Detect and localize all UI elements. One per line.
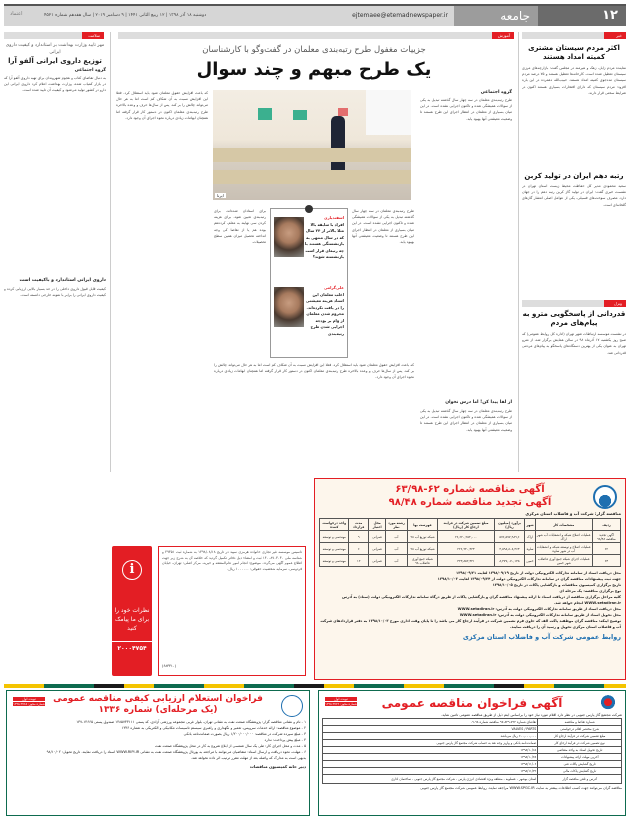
col-header: برآورد (میلیون ریال) bbox=[494, 519, 525, 531]
tender-intro: شرکت مجتمع گاز پارس جنوبی در نظر دارد اقلام مورد نیاز خود را براساس ایتم ذیل از طریق مناقصه عمومی تامین نماید. bbox=[441, 713, 622, 717]
item-line: ۳ - مبلغ سپرده شرکت در مناقصه: ۱/۲۰۰/۰۰۰/۰۰۰ ریال بصورت ضمانت‌نامه بانکی bbox=[183, 732, 306, 736]
email-link[interactable]: ejtemaee@etemadnewspaper.ir bbox=[352, 12, 448, 19]
cell: شماره تقاضا و مناقصه bbox=[538, 719, 622, 726]
main-article-head bbox=[116, 44, 512, 82]
table-row bbox=[323, 733, 622, 740]
tender-badges bbox=[13, 697, 45, 706]
desk-row bbox=[213, 148, 411, 162]
portrait-photo bbox=[274, 217, 304, 257]
speaker-name: علی‌گرامی bbox=[323, 285, 344, 290]
cell: ۱۳۹۸/۱۰/۱۵ bbox=[323, 747, 538, 754]
note-line: محل دریافت اسناد از سامانه تدارکات الکترونیکی دولت از تاریخ ۱۳۹۸/۰۹/۱۹ لغایت ۱۳۹۸/۰۹/۲۱ bbox=[456, 571, 621, 575]
cell: ۱۳۹۸/۱۱/۰۶ bbox=[323, 761, 538, 768]
badge: شماره مجوز: ۱۳۹۸.۳۷۶۸ bbox=[13, 702, 45, 706]
quote-icon bbox=[305, 205, 313, 213]
cell: اراک bbox=[525, 531, 535, 543]
column-divider bbox=[110, 32, 111, 472]
article-col-1 bbox=[420, 90, 512, 468]
badge: نوبت اول bbox=[325, 697, 357, 701]
col-header: مدت قرارداد bbox=[349, 519, 368, 531]
oil-research-tender-ad bbox=[6, 690, 310, 816]
interview-quote bbox=[304, 215, 344, 261]
article-body: برای استادان شده‌اند، برای رتبه‌بندی تعیین شود، برای هزینه کردن سی نهایند به معلم، کرده‌هم بوده هم یا از تقاضا کی وجه انداخته تحصیل میزان همین سطح تحصیلات. bbox=[214, 209, 266, 245]
cell: ۶۰۰,۰۰۰,۰۰۰ ریال می‌باشد bbox=[323, 733, 538, 740]
cell: آدرس و تلفن مناقصه گزار bbox=[538, 775, 622, 784]
window bbox=[366, 90, 411, 135]
cell: شبکه توزیع آب ۹۸ bbox=[407, 531, 438, 543]
left-subhead: داروی ایرانی استاندارد و باکیفیت است bbox=[19, 278, 106, 283]
tag-bar-health bbox=[4, 32, 104, 39]
cell: عملیات اصلاح شبکه و انشعابات آب شهر اراک bbox=[536, 532, 591, 541]
story-body: در نشست موسسه ارتباطات شهر تهران (اداره کل روابط عمومی) که صبح روز یکشنبه ۱۷ آذرماه ۹۸ در سالن همایش برگزار شد، از مترو تهران به عنوان یکی از بهترین دستگاه‌های پاسخگو به پیام‌های مردمی قدردانی شد. bbox=[522, 332, 626, 355]
cell: عمرانی bbox=[368, 555, 385, 567]
item-line: ۴ - مبلغ پیش پرداخت: ندارد bbox=[264, 738, 306, 742]
note-line: محل تحویل اسناد از طریق سامانه تدارکات الکترونیکی دولت به آدرس: WWW.setadiran.ir bbox=[459, 613, 621, 617]
tag-health: سلامت bbox=[82, 32, 104, 39]
left-body: به دنبال تقاضای کتاب و هجوم شهروندان برای تهیه داروی آلفو آرا که در بازار کمیاب شده، وزارت بهداشت اعلام کرد داروی ایرانی این دارو در کشور تولید می‌شود و کیفیت آن تایید شده است. bbox=[4, 76, 106, 93]
info-icon: i bbox=[122, 560, 142, 580]
item-line: ۶ - مهلت، نحوه دریافت و ارسال اسناد: متقاضیان می‌توانند با مراجعه به پورتال پژوهشگاه صنعت نفت به نشانی WWW.RIPI.IR اسناد را دریافت نمایند. تاریخ تحویل: ۹۸/۱۰/۰۲ bbox=[46, 750, 306, 754]
story-title: رتبه دهم ایران در تولید کربن bbox=[524, 172, 624, 180]
note-line: محل دریافت اسناد از طریق سامانه تدارکات الکترونیکی دولت به آدرس: WWW.setadiran.ir bbox=[457, 607, 621, 611]
cell: ۶ bbox=[349, 543, 368, 555]
portrait-photo bbox=[274, 287, 304, 327]
section-name: جامعه bbox=[454, 6, 538, 26]
cell: ۵۷۶,۵۷۷,۹۸۹,۶ bbox=[494, 531, 525, 543]
note-line: کلیه مراحل برگزاری مناقصه از دریافت اسناد تا ارائه پیشنهاد مناقصه گران و بازگشایی پاکات از طریق درگاه سامانه تدارکات الکترونیکی دولت (ستاد) به آدرس WWW.setadiran.ir انجام خواهد شد. bbox=[342, 595, 621, 605]
tender-title-2: آگهی تجدید مناقصه شماره ۹۸/۴۸ bbox=[388, 497, 552, 508]
cell: آگهی تجدید مناقصه ۹۸/۴۸ bbox=[592, 531, 620, 543]
col-header: واحد درخواست کننده bbox=[320, 519, 349, 531]
tag-news: خبر bbox=[604, 32, 626, 39]
cell: شرح مختصر اقلام درخواستی bbox=[538, 726, 622, 733]
interview-box bbox=[270, 208, 348, 358]
sms-feedback-box bbox=[112, 546, 152, 676]
col-header: فهرست بها bbox=[407, 519, 438, 531]
cell: خمین bbox=[525, 555, 535, 567]
tender-title: فراخوان استعلام ارزیابی کیفی مناقصه عمومی bbox=[53, 694, 263, 704]
badge: نوبت اول bbox=[13, 697, 45, 701]
left-byline: گروه اجتماعی bbox=[74, 68, 106, 73]
note-line: جهت ثبت پیشنهادات مناقصه گران در سامانه تدارکات الکترونیکی دولت از ۱۳۹۸/۰۹/۲۴ لغایت ۱۳۹۸/۱۰/۰۳ bbox=[437, 577, 621, 581]
gas-company-logo bbox=[597, 695, 619, 713]
cell: تقاضای شماره ۷۲۲-۸۴۹-۹۷ مناقصه شماره ۹۸-۰۹ bbox=[323, 719, 538, 726]
article-body: که باعث افزایش حقوق معلمان شود باید استقلال کرد. فعلا این افزایش نسبت به آن شکاف کم است اما به هر حال می‌تواند چالش را بر کند. پس از سال‌ها حرف و وعده بالاخره طرح رتبه‌بندی معلمان اکنون در دستور کار قرار گرفته اما همچنان ابهامات زیادی درباره نحوه اجرای آن وجود دارد. bbox=[116, 91, 208, 120]
article-col-3 bbox=[214, 208, 266, 358]
cell: ۱۳۹۸/۱۰/۲۸ bbox=[323, 754, 538, 761]
cell: مهندسی و توسعه bbox=[320, 543, 349, 555]
cell: آب bbox=[386, 555, 407, 567]
article-body: که باعث افزایش حقوق معلمان شود باید استقلال کرد. فعلا این افزایش نسبت به آن شکاف کم است اما به هر حال می‌تواند چالش را بر کند. پس از سال‌ها حرف و وعده بالاخره طرح رتبه‌بندی معلمان اکنون در دستور کار قرار گرفته اما همچنان ابهامات زیادی درباره نحوه اجرای آن وجود دارد. bbox=[214, 363, 414, 380]
cell: VALVES / PARTS bbox=[323, 726, 538, 733]
sms-text: نظرات خود را برای ما پیامک کنید bbox=[114, 607, 150, 632]
note-line: نوع برگزاری مناقصه: یک مرحله ای bbox=[559, 589, 621, 593]
table-row bbox=[323, 768, 622, 775]
tender-signature: دبیر خانه کمیسیون مناقصات bbox=[249, 764, 306, 769]
article-body: طرح رتبه‌بندی معلمان در سه چهار سال گذشته تبدیل به یکی از سوالات همیشگی شده و تاکنون اجرایی نشده است. در این میان بسیاری از معلمان در انتظار اجرای این طرح هستند تا وضعیت معیشتی آنها بهبود یابد. bbox=[352, 209, 414, 245]
cell: مبلغ تضمین شرکت در فرآیند ارجاع کار bbox=[538, 733, 622, 740]
cell: عمرانی bbox=[368, 531, 385, 543]
table-row bbox=[323, 775, 622, 784]
item-line: بدیهی است به مدارک که واصله بعد از مهلت مقرر ترتیب اثر داده نخواهد شد. bbox=[190, 756, 306, 760]
tender-signature: روابط عمومی شرکت آب و فاضلاب استان مرکزی bbox=[462, 633, 621, 641]
item-line: ۱ - نام و نشانی مناقصه گزار: پژوهشگاه صنعت نفت به نشانی تهران، بلوار غربی مجموعه ورزشی آزادی، کد پستی ۱۴۸۵۷۳۳۱۱۱ صندوق پستی ۱۴۶۶۵-۱۳۷ bbox=[76, 720, 306, 724]
cell: مهندسی و توسعه bbox=[320, 555, 349, 567]
cell: ۶۲ bbox=[592, 543, 620, 555]
page-number: ۱۲ bbox=[538, 6, 626, 26]
water-company-logo bbox=[593, 485, 617, 509]
ripi-logo bbox=[281, 695, 303, 717]
cell: شبکه توزیع آب ۹۸ bbox=[407, 543, 438, 555]
cell: ۲۶,۶۲۰,۲۵۴,۰۰۰ bbox=[438, 531, 494, 543]
badge: شماره مجوز: ۱۳۹۸.۳۷۶۹ bbox=[325, 702, 357, 706]
table-row bbox=[323, 754, 622, 761]
table-row bbox=[323, 726, 622, 733]
tag-bar-news bbox=[522, 32, 626, 39]
classroom-photo bbox=[213, 90, 411, 200]
cell: تاریخ گشایش پاکات مالی bbox=[538, 768, 622, 775]
registration-notice bbox=[158, 546, 306, 676]
wall-poster bbox=[258, 108, 272, 120]
sms-number: ۲۰۰۰۴۷۵۴ bbox=[112, 641, 152, 652]
cell: ۸,۴۷۷,۰۷۰,۱۴۵ bbox=[494, 555, 525, 567]
story-body: نماینده مردم زابل، زهک و هیرمند در مجلس گفت: بازارچه‌های مرزی سیستان تعطیل شده است. کارخانه‌ها تعطیل هستند و ۷۵ درصد مردم سیستان مددجوی کمیته امداد هستند. حبیب‌الله دهمرده در این باره افزود: مردم سیستان که دارای افتخارات بسیاری هستند اکنون در شرایط سختی قرار دارند. bbox=[522, 66, 626, 95]
cell: مهندسی و توسعه bbox=[320, 531, 349, 543]
item-line: ۲ - موضوع مناقصه: ارائه خدمات سرویس، تعمیر و نگهداری و راهبری سیستم تاسیسات مکانیکی و الکتریکی به شماره ۱۳۳۶ bbox=[121, 726, 306, 730]
wall-poster bbox=[338, 108, 348, 116]
ad-stripe bbox=[4, 684, 626, 688]
notice-ref: (۶۸۳۳۱۰) bbox=[162, 664, 177, 668]
cell: عملیات اصلاح و توسعه شبکه و انشعابات آب در شهر ساوه bbox=[536, 544, 591, 553]
cell: ضمانت‌نامه بانکی و واریز وجه نقد به حساب شرکت مجتمع گاز پارس جنوبی bbox=[323, 740, 538, 747]
tender-org: مناقصه گزار: شرکت آب و فاضلاب استان مرکزی bbox=[525, 511, 621, 516]
col-header: محل اعتبار bbox=[368, 519, 385, 531]
cell: نوع تضمین شرکت در فرآیند ارجاع کار bbox=[538, 740, 622, 747]
cell: ساوه bbox=[525, 543, 535, 555]
photo-caption: ایرنا bbox=[217, 193, 224, 198]
col-header: مشخصات کار bbox=[535, 519, 592, 531]
quote-text: اغلب معلمان این اسناد هزینه معیشتی را در یافت نکرده‌اند. محروم شدن معلمان از وام بر بودجه اجرایی شدن طرح رتبه‌بندی bbox=[305, 291, 344, 336]
tender-notes bbox=[319, 570, 621, 630]
page-header bbox=[4, 4, 626, 26]
column-divider bbox=[518, 32, 519, 472]
left-headline: توزیع داروی ایرانی آلفو آرا bbox=[8, 57, 102, 65]
table-row bbox=[320, 555, 621, 567]
notice-text: تاسیس موسسه غیر تجاری خانواده هرمزی سپید در تاریخ ۱۳۹۸/۰۸/۱۸ به شماره ثبت ۴۹۳۵۱ و شناسه ملی ۱۴۰۰۸۷۰۳۰۳۰ ثبت و امضاء ذیل دفاتر تکمیل گردید که خلاصه آن به شرح زیر جهت اطلاع عموم آگهی می‌گردد. موضوع: انجام امور عام‌المنفعه و خیریه. مرکز اصلی: تهران، خیابان فردوسی. سرمایه شخصیت حقوقی: ۱۰۰۰۰۰۰ ریال. bbox=[162, 550, 302, 571]
story-title: اکثر مردم سیستان مشتری کمیته امداد هستند bbox=[528, 44, 620, 61]
col-header: شهر bbox=[525, 519, 535, 531]
left-kicker: مهر تایید وزارت بهداشت بر استاندارد و کیفیت داروی ایرانی bbox=[5, 43, 105, 55]
cell: شبکه جمع آوری فاضلاب ۹۸ bbox=[407, 555, 438, 567]
cell: ۱۳۹۸/۱۱/۲۲ bbox=[323, 768, 538, 775]
cell: ۹ bbox=[349, 531, 368, 543]
table-row bbox=[320, 543, 621, 555]
article-subhead: از لقا پیدا کن! اما درس نخوان bbox=[445, 400, 512, 405]
note-line: توضیح اینکه: مناقصه گران موظفند پاکت الف که حاوی فرم تضمین شرکت در فرآیند ارجاع کار می باشد را تا پایان وقت اداری مورخ ۱۳۹۸/۱۰/۰۳ به دفتر قراردادهای شرکت آب و فاضلاب استان مرکزی تحویل و رسید آن را دریافت نمایند. bbox=[320, 619, 621, 629]
cell: تاریخ گشایش پاکات فنی bbox=[538, 761, 622, 768]
cell: ۴۲۳,۸۵۲,۳۲۱ bbox=[438, 555, 494, 567]
article-headline: یک طرح مبهم و چند سوال bbox=[196, 59, 432, 80]
article-body: طرح رتبه‌بندی معلمان در سه چهار سال گذشته تبدیل به یکی از سوالات همیشگی شده و تاکنون اجرایی نشده است. در این میان بسیاری از معلمان در انتظار اجرای این طرح هستند تا وضعیت معیشتی آنها بهبود یابد. bbox=[420, 409, 512, 432]
newspaper-logo: اعتماد bbox=[10, 11, 23, 17]
table-row bbox=[323, 747, 622, 754]
speaker-name: اسفندیاری bbox=[323, 215, 344, 220]
wall-poster bbox=[293, 110, 307, 120]
cell: آب bbox=[386, 531, 407, 543]
cell: آب bbox=[386, 543, 407, 555]
cell: ۱۲ bbox=[349, 555, 368, 567]
tender-table bbox=[319, 518, 621, 567]
cell: استان بوشهر - عسلویه - منطقه ویژه اقتصادی انرژی پارس - شرکت مجتمع گاز پارس جنوبی - ساختمان اداری bbox=[323, 775, 538, 784]
left-column bbox=[4, 42, 106, 456]
interview-quote bbox=[304, 285, 344, 337]
tag-bar-education bbox=[118, 32, 514, 39]
item-line: ۵ - مدت و محل اجرای کار: طی یک سال شمسی از ابلاغ شروع به کار در محل پژوهشگاه صنعت نفت bbox=[154, 744, 306, 748]
tag-bar-metro bbox=[522, 300, 626, 307]
water-tender-ad bbox=[314, 478, 626, 680]
cell: آخرین مهلت ارائه پیشنهادات bbox=[538, 754, 622, 761]
table-row bbox=[323, 740, 622, 747]
table-row bbox=[320, 531, 621, 543]
cell: ۴,۵۹۸,۸۰۸,۴۶۳ bbox=[494, 543, 525, 555]
tender-subtitle: (یک مرحله‌ای) شماره ۱۳۳۶ bbox=[98, 705, 218, 715]
story-title: قدردانی از پاسخگویی مترو به پیام‌های مردم bbox=[522, 310, 626, 327]
date-line: دوشنبه ۱۸ آذر ۱۳۹۸ | ۱۲ ربیع الثانی ۱۴۴۱ | ۹ دسامبر ۲۰۱۹ | سال هفدهم شماره ۴۵۲۱ bbox=[44, 13, 207, 18]
story-body: سعید محمودی مدیر کل حفاظت محیط زیست استان تهران در نشست خبری گفت: ایران در تولید گاز کربن رتبه دهم را در جهان دارد. مصرف سوخت‌های فسیلی، یکی از عوامل اصلی انتشار گازهای گلخانه‌ای است. bbox=[522, 184, 626, 207]
article-kicker: جزییات مغفول طرح رتبه‌بندی معلمان در گفت‌و‌گو با کارشناسان bbox=[202, 45, 426, 55]
desk-row bbox=[213, 170, 411, 184]
col-header: مبلغ تضمین شرکت در فرایند ارجاع کار (ریال) bbox=[438, 519, 494, 531]
article-byline: گروه اجتماعی bbox=[480, 90, 512, 95]
right-column bbox=[522, 44, 626, 279]
tender-badges bbox=[325, 697, 357, 706]
cell: عملیات اجرای شبکه جمع آوری فاضلاب شهر خمین bbox=[535, 555, 592, 567]
tag-education: آموزش bbox=[492, 32, 514, 39]
col-header: ردیف bbox=[592, 519, 620, 531]
tender-table bbox=[322, 718, 622, 784]
tender-title-1: آگهی مناقصه شماره ۶۲-۶۳/۹۸ bbox=[395, 484, 545, 495]
cell: ۲۲۶,۹۴۰,۴۲۳ bbox=[438, 543, 494, 555]
article-col-4 bbox=[116, 90, 208, 470]
tender-footer: مناقصه گران می‌توانند جهت کسب اطلاعات بیشتر به سایت WWW.SPGC.IR مراجعه نمایند. روابط عمومی شرکت مجتمع گاز پارس جنوبی bbox=[420, 786, 622, 790]
right-column-metro bbox=[522, 310, 626, 471]
tender-title: آگهی فراخوان مناقصه عمومی bbox=[381, 696, 563, 710]
gas-tender-ad bbox=[318, 690, 626, 816]
article-body: طرح رتبه‌بندی معلمان در سه چهار سال گذشته تبدیل به یکی از سوالات همیشگی شده و تاکنون اجرایی نشده است. در این میان بسیاری از معلمان در انتظار اجرای این طرح هستند تا وضعیت معیشتی آنها بهبود یابد. bbox=[420, 98, 512, 121]
article-col-3b bbox=[214, 362, 414, 470]
tender-items bbox=[10, 719, 306, 761]
cell: عمرانی bbox=[368, 543, 385, 555]
table-row bbox=[323, 719, 622, 726]
cell: تاریخ تحویل اسناد به واحد متقاضی bbox=[538, 747, 622, 754]
quote-text: افراد با سابقه بالا مثلا بالاتر از ۲۴ سال که در سال منتهی به بازنشستگی هستند با چه رتبه‌ای قرار است بازنشسته شوند؟ bbox=[304, 221, 344, 259]
tag-metro: ونزل bbox=[604, 300, 626, 307]
table-row bbox=[323, 761, 622, 768]
note-line: تاریخ برگزاری کمیسیون مناقصات و بازگشایی پاکات در تاریخ ۱۳۹۸/۱۰/۰۵ bbox=[492, 583, 621, 587]
cell: ۶۳ bbox=[592, 555, 620, 567]
col-header: رشته مورد نظر bbox=[386, 519, 407, 531]
left-body: کیفیت قابل قبول داروی داخلی را در حد بسیار بالایی ارزیابی کرده و کیفیت داروی ایرانی را برابر با نمونه خارجی دانسته است. bbox=[4, 287, 106, 298]
